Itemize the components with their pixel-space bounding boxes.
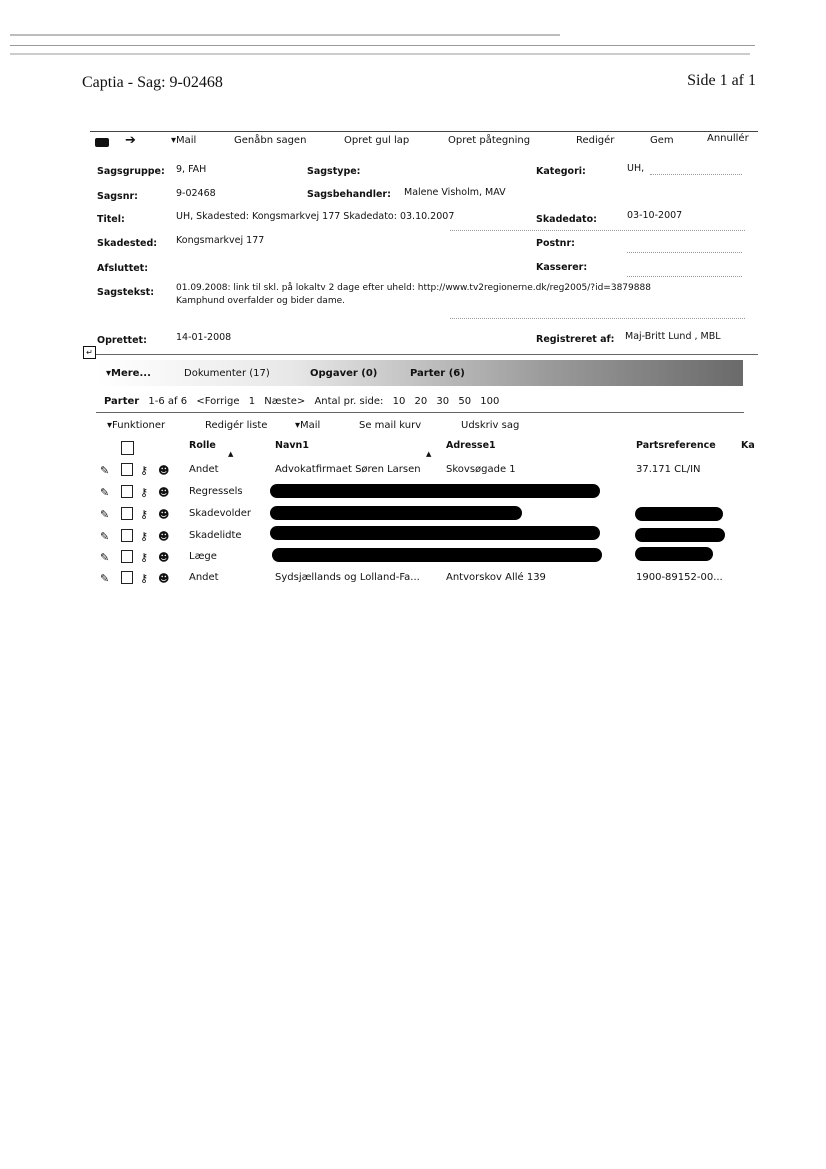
cell-name: Advokatfirmaet Søren Larsen — [275, 464, 421, 475]
redaction-bar — [270, 484, 600, 498]
select-all-checkbox[interactable] — [121, 441, 134, 455]
title-value: UH, Skadested: Kongsmarkvej 177 Skadedato: 03.10.2007 — [176, 211, 455, 222]
edit-pencil-icon[interactable]: ✎ — [100, 530, 110, 543]
redaction-bar — [270, 506, 522, 520]
tab-parties[interactable]: Parter (6) — [410, 368, 465, 379]
per-page-option[interactable]: 50 — [458, 396, 472, 407]
edit-pencil-icon[interactable]: ✎ — [100, 486, 110, 499]
cell-role: Andet — [189, 572, 219, 583]
person-icon[interactable]: ☻ — [158, 530, 170, 543]
registered-by-value: Maj-Britt Lund , MBL — [625, 331, 721, 342]
pager-range: 1-6 af 6 — [148, 396, 188, 407]
tab-bar — [96, 360, 743, 386]
column-name[interactable]: Navn1 — [275, 440, 309, 451]
cell-address: Antvorskov Allé 139 — [446, 572, 546, 583]
case-handler-label: Sagsbehandler: — [307, 189, 391, 200]
forward-icon[interactable]: ➔ — [125, 133, 136, 148]
create-yellow-note-button[interactable]: Opret gul lap — [344, 135, 410, 146]
cell-name: Sydsjællands og Lolland-Fa... — [275, 572, 420, 583]
page-number: Side 1 af 1 — [687, 72, 756, 89]
print-case-button[interactable]: Udskriv sag — [461, 420, 520, 431]
closed-label: Afsluttet: — [97, 263, 149, 274]
tab-documents[interactable]: Dokumenter (17) — [184, 368, 270, 379]
edit-pencil-icon[interactable]: ✎ — [100, 572, 110, 585]
table-row[interactable] — [100, 506, 760, 524]
cell-role: Skadevolder — [189, 508, 252, 519]
category-label: Kategori: — [536, 166, 586, 177]
case-group-label: Sagsgruppe: — [97, 166, 165, 177]
person-icon[interactable]: ☻ — [158, 551, 170, 564]
cell-party-reference: 37.171 CL/IN — [636, 464, 701, 475]
key-icon[interactable]: ⚷ — [140, 551, 149, 564]
table-row[interactable] — [100, 549, 760, 567]
cashier-label: Kasserer: — [536, 262, 588, 273]
title-label: Titel: — [97, 214, 125, 225]
per-page-option[interactable]: 10 — [392, 396, 406, 407]
scan-line — [10, 45, 755, 46]
mail-basket-button[interactable]: Se mail kurv — [359, 420, 422, 431]
table-row[interactable] — [100, 570, 760, 588]
case-type-label: Sagstype: — [307, 166, 361, 177]
created-value: 14-01-2008 — [176, 332, 232, 343]
back-icon[interactable]: ↵ — [83, 346, 96, 359]
document-title: Captia - Sag: 9-02468 — [82, 74, 223, 91]
damage-place-label: Skadested: — [97, 238, 158, 249]
case-text-label: Sagstekst: — [97, 287, 155, 298]
cashier-dots — [627, 276, 742, 277]
person-icon[interactable]: ☻ — [158, 486, 170, 499]
scan-line — [10, 53, 750, 55]
column-extra[interactable]: Ka — [741, 440, 755, 451]
functions-menu[interactable]: ▾Funktioner — [107, 420, 166, 431]
pager — [104, 396, 505, 407]
redaction-bar — [270, 526, 600, 540]
create-endorsement-button[interactable]: Opret påtegning — [448, 135, 531, 146]
cell-party-reference: 1900-89152-00... — [636, 572, 723, 583]
case-group-value: 9, FAH — [176, 164, 207, 175]
sort-caret-icon[interactable]: ▲ — [426, 450, 432, 458]
edit-list-button[interactable]: Redigér liste — [205, 420, 268, 431]
save-button[interactable]: Gem — [650, 135, 674, 146]
case-number-label: Sagsnr: — [97, 191, 138, 202]
edit-pencil-icon[interactable]: ✎ — [100, 551, 110, 564]
scan-line — [10, 34, 560, 36]
redaction-bar — [635, 507, 723, 521]
cell-role: Andet — [189, 464, 219, 475]
section-rule — [96, 354, 758, 355]
registered-by-label: Registreret af: — [536, 334, 615, 345]
title-dots — [450, 230, 745, 231]
row-checkbox[interactable] — [121, 571, 133, 584]
cell-address: Skovsøgade 1 — [446, 464, 516, 475]
created-label: Oprettet: — [97, 335, 147, 346]
cell-role: Læge — [189, 551, 217, 562]
edit-pencil-icon[interactable]: ✎ — [100, 464, 110, 477]
postal-label: Postnr: — [536, 238, 575, 249]
text-dots — [450, 318, 745, 319]
redaction-bar — [635, 547, 713, 561]
per-page-label: Antal pr. side: — [314, 396, 384, 407]
row-checkbox[interactable] — [121, 463, 133, 476]
pager-prev-link[interactable]: <Forrige — [196, 396, 240, 407]
redaction-bar — [635, 528, 725, 542]
pager-next-link[interactable]: Næste> — [264, 396, 306, 407]
mail-menu[interactable]: ▾Mail — [171, 135, 197, 146]
column-address[interactable]: Adresse1 — [446, 440, 496, 451]
column-role[interactable]: Rolle — [189, 440, 216, 451]
tab-more[interactable]: ▾Mere... — [106, 368, 151, 379]
postal-dots — [627, 252, 742, 253]
column-party-reference[interactable]: Partsreference — [636, 440, 716, 451]
toolbar-top-rule — [90, 131, 758, 132]
mail-menu-2[interactable]: ▾Mail — [295, 420, 321, 431]
key-icon[interactable]: ⚷ — [140, 464, 149, 477]
table-row[interactable] — [100, 462, 760, 480]
case-handler-value: Malene Visholm, MAV — [404, 187, 506, 198]
reopen-case-button[interactable]: Genåbn sagen — [234, 135, 307, 146]
sort-caret-icon[interactable]: ▲ — [228, 450, 234, 458]
pager-label: Parter — [104, 396, 140, 407]
tab-tasks[interactable]: Opgaver (0) — [310, 368, 378, 379]
folder-icon[interactable] — [95, 138, 109, 147]
case-text-line-1: 01.09.2008: link til skl. på lokaltv 2 dage efter uheld: http://www.tv2regionerne.dk/reg2005/?id=3879888 — [176, 283, 651, 293]
cell-role: Regressels — [189, 486, 243, 497]
row-checkbox[interactable] — [121, 485, 133, 498]
edit-button[interactable]: Redigér — [576, 135, 615, 146]
table-row[interactable] — [100, 484, 760, 502]
per-page-option[interactable]: 100 — [480, 396, 500, 407]
key-icon[interactable]: ⚷ — [140, 508, 149, 521]
person-icon[interactable]: ☻ — [158, 572, 170, 585]
row-checkbox[interactable] — [121, 529, 133, 542]
person-icon[interactable]: ☻ — [158, 464, 170, 477]
case-number-value: 9-02468 — [176, 188, 216, 199]
key-icon[interactable]: ⚷ — [140, 530, 149, 543]
pager-page: 1 — [248, 396, 256, 407]
category-value: UH, — [627, 163, 645, 174]
cancel-button[interactable]: Annullér — [707, 133, 749, 144]
person-icon[interactable]: ☻ — [158, 508, 170, 521]
edit-pencil-icon[interactable]: ✎ — [100, 508, 110, 521]
row-checkbox[interactable] — [121, 507, 133, 520]
per-page-option[interactable]: 20 — [414, 396, 428, 407]
row-checkbox[interactable] — [121, 550, 133, 563]
key-icon[interactable]: ⚷ — [140, 572, 149, 585]
pager-rule — [96, 412, 744, 413]
damage-date-value: 03-10-2007 — [627, 210, 683, 221]
damage-place-value: Kongsmarkvej 177 — [176, 235, 265, 246]
cell-role: Skadelidte — [189, 530, 242, 541]
case-text-line-2: Kamphund overfalder og bider dame. — [176, 296, 345, 306]
category-dots — [650, 174, 742, 175]
redaction-bar — [272, 548, 602, 562]
key-icon[interactable]: ⚷ — [140, 486, 149, 499]
damage-date-label: Skadedato: — [536, 214, 597, 225]
table-row[interactable] — [100, 528, 760, 546]
per-page-option[interactable]: 30 — [436, 396, 450, 407]
